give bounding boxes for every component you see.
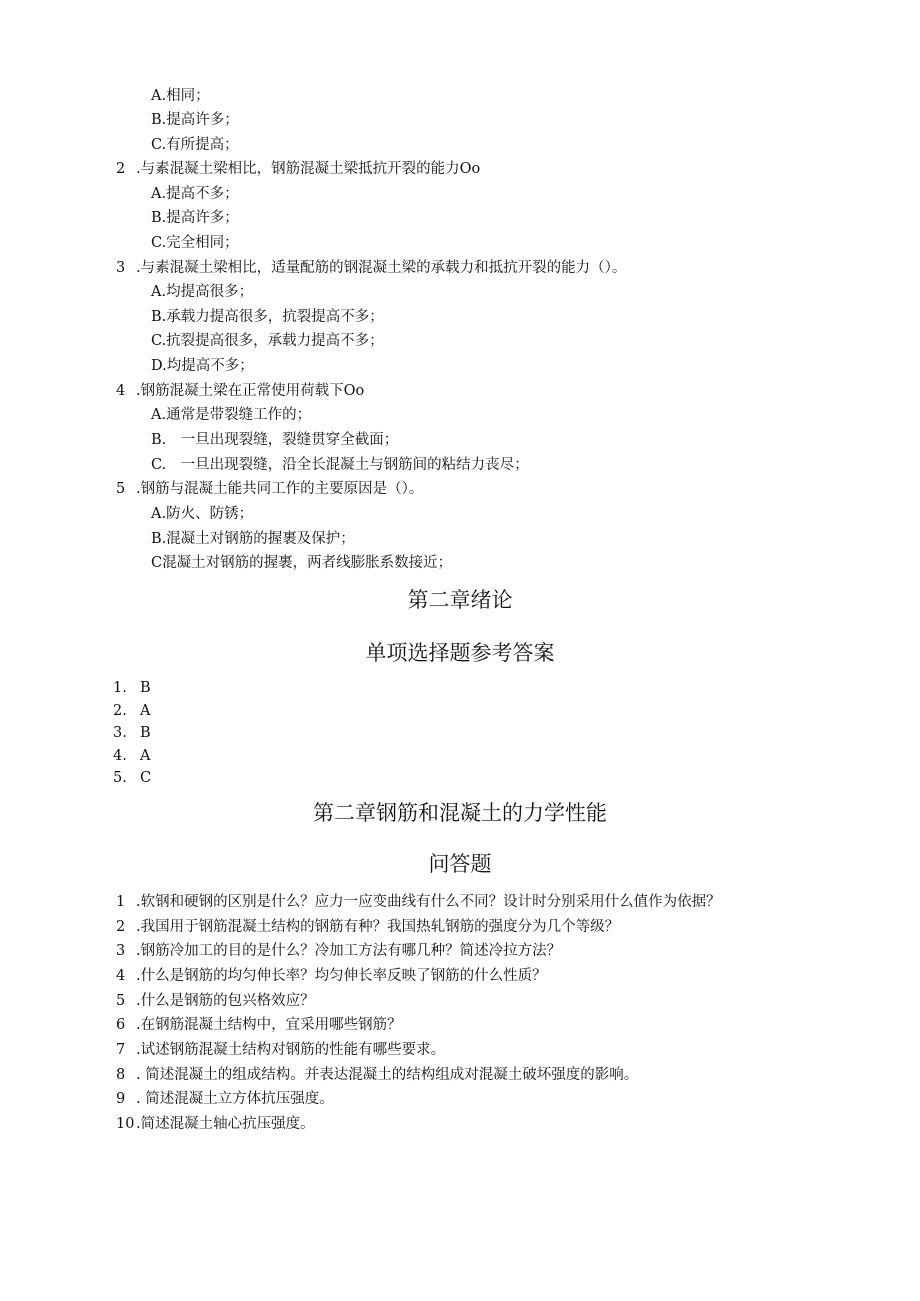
q5-option-c: C混凝土对钢筋的握裹，两者线膨胀系数接近；: [151, 555, 453, 571]
q2-option-a: A.提高不多；: [151, 186, 239, 202]
qa-number: 7: [116, 1042, 126, 1058]
qa-number: 3: [116, 943, 126, 959]
q5-option-a: A.防火、防锈；: [151, 506, 254, 522]
q4-number: 4: [116, 383, 126, 399]
answer-value: C: [140, 770, 152, 786]
qa-number: 10: [116, 1116, 135, 1132]
q3-text: .与素混凝土梁相比，适量配筋的钢混凝土梁的承载力和抵抗开裂的能力（）。: [136, 260, 627, 276]
q2-number: 2: [116, 161, 126, 177]
q4-text: .钢筋混凝土梁在正常使用荷载下Oo: [136, 383, 365, 399]
q1-option-c: C.有所提高；: [151, 137, 239, 153]
q3-option-d: D.均提高不多；: [151, 358, 254, 374]
answer-value: B: [140, 725, 151, 741]
q2-option-b: B.提高许多；: [151, 210, 239, 226]
answers-heading: 单项选择题参考答案: [365, 641, 555, 665]
qa-text: . 简述混凝土的组成结构。并表达混凝土的结构组成对混凝土破坏强度的影响。: [136, 1067, 639, 1083]
chapter-heading-mechanics: 第二章钢筋和混凝土的力学性能: [313, 801, 607, 825]
q3-option-a: A.均提高很多；: [151, 284, 254, 300]
q4-option-a: A.通常是带裂缝工作的；: [151, 407, 312, 423]
q2-option-c: C.完全相同；: [151, 235, 239, 251]
q1-option-b: B.提高许多；: [151, 112, 239, 128]
q3-option-c: C.抗裂提高很多，承载力提高不多；: [151, 333, 384, 349]
q1-option-a: A.相同；: [151, 88, 210, 104]
q3-option-b: B.承载力提高很多，抗裂提高不多；: [151, 309, 384, 325]
q4-option-c: C. 一旦出现裂缝，沿全长混凝土与钢筋间的粘结力丧尽；: [151, 457, 529, 473]
qa-text: .简述混凝土轴心抗压强度。: [136, 1116, 315, 1132]
answer-number: 1.: [113, 680, 127, 696]
qa-number: 8: [116, 1067, 126, 1083]
qa-number: 6: [116, 1017, 126, 1033]
qa-text: .软钢和硬钢的区别是什么？应力一应变曲线有什么不同？设计时分别采用什么值作为依据？: [136, 894, 721, 910]
answer-value: A: [140, 748, 151, 764]
q3-number: 3: [116, 260, 126, 276]
q5-option-b: B.混凝土对钢筋的握裹及保护；: [151, 531, 355, 547]
answer-number: 3.: [113, 725, 127, 741]
qa-text: .我国用于钢筋混凝土结构的钢筋有种？我国热轧钢筋的强度分为几个等级？: [136, 919, 620, 935]
answer-number: 2.: [113, 703, 127, 719]
qa-number: 4: [116, 968, 126, 984]
answer-value: A: [140, 703, 151, 719]
qa-text: . 简述混凝土立方体抗压强度。: [136, 1091, 334, 1107]
q2-text: .与素混凝土梁相比，钢筋混凝土梁抵抗开裂的能力Oo: [136, 161, 481, 177]
qa-number: 2: [116, 919, 126, 935]
qa-heading: 问答题: [428, 852, 492, 876]
q4-option-b: B. 一旦出现裂缝，裂缝贯穿全截面；: [151, 432, 399, 448]
answer-number: 4.: [113, 748, 127, 764]
chapter-heading-intro: 第二章绪论: [407, 588, 513, 612]
qa-text: .试述钢筋混凝土结构对钢筋的性能有哪些要求。: [136, 1042, 446, 1058]
qa-number: 9: [116, 1091, 126, 1107]
qa-text: .什么是钢筋的包兴格效应？: [136, 993, 315, 1009]
q5-text: .钢筋与混凝土能共同工作的主要原因是（）。: [136, 481, 424, 497]
q5-number: 5: [116, 481, 126, 497]
qa-number: 1: [116, 894, 126, 910]
answer-value: B: [140, 680, 151, 696]
qa-text: .钢筋冷加工的目的是什么？冷加工方法有哪几种？简述冷拉方法？: [136, 943, 562, 959]
qa-text: .什么是钢筋的均匀伸长率？均匀伸长率反映了钢筋的什么性质？: [136, 968, 547, 984]
qa-number: 5: [116, 993, 126, 1009]
qa-text: .在钢筋混凝土结构中，宜采用哪些钢筋？: [136, 1017, 402, 1033]
answer-number: 5.: [113, 770, 127, 786]
